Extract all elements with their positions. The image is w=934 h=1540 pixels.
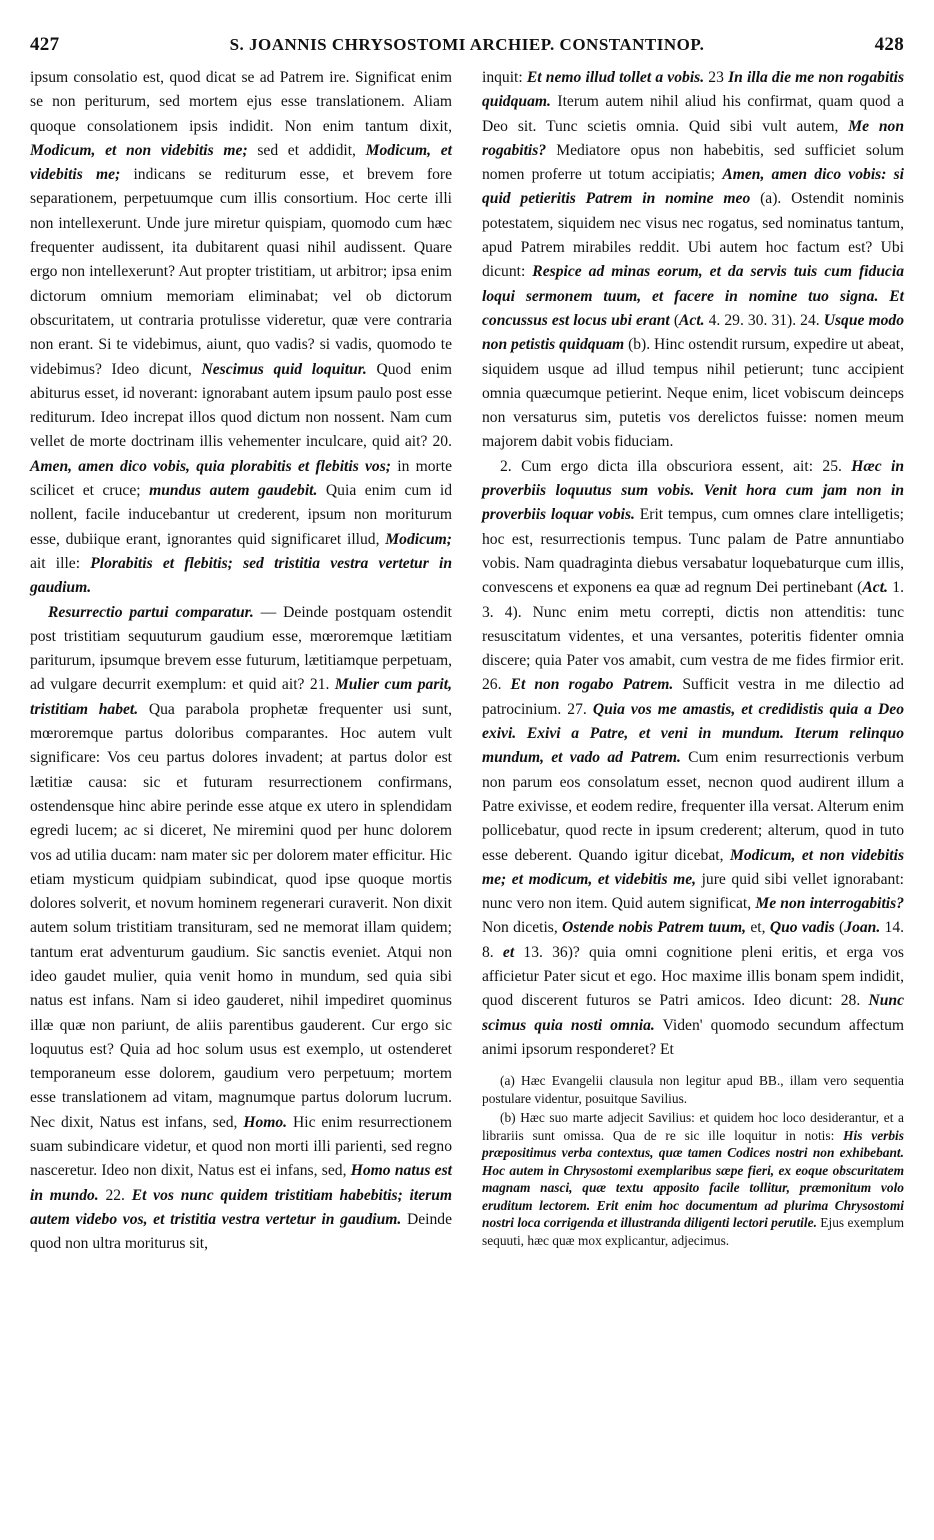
text-run: (a). Ostendit nominis potestatem, siquidem nec visus nec rogatus, sed nominatus tantum, apud Patrem mirabiles reddit. Ubi autem hoc factum est? Ubi dicunt: bbox=[482, 190, 905, 281]
left-column bbox=[30, 66, 452, 1257]
footnote-a bbox=[482, 1072, 904, 1107]
italic-run: Amen, amen dico vobis, quia plorabitis et flebitis vos; bbox=[30, 457, 391, 475]
text-run: Qua parabola prophetæ frequenter usi sunt, mœroremque partus doloribus comparantes. Hoc autem vult significare: Vos ceu partus dolores invadent; at partus dolor est lætitiæ causa: sic et futuram resurrectionem confirmans, ostendensque hinc abire perinde esse atque ex utero in splendidam egredi lucem; ac si diceret, Ne miremini quod per hunc dolorem vos ad utilia ducam: nam mater sic per dolorem mater efficitur. Hic etiam mysticum quidpiam subindicat, quod ipse quoque mortis dolores solverit, et novum hominem regenerari curaverit. Non dixit autem solum tristitiam transituram, sed ne memorat illam quidem; tantum erat adventurum gaudium. Sic sanctis eveniet. Atqui non ideo gaudet mulier, quia venit homo in mundum, sed quia sibi natus est infans. Nam si ideo gauderet, nihil impediret quominus illæ quæ non pariunt, de aliis parentibus gauderent. Cur ergo sic loquutus est? Quia ad hoc solum usus est exemplo, ut ostenderet temporaneum esse dolorem, gaudium vero perpetuum; mortem esse translationem ad vitam, magnumque partus dolorum lucrum. Nec dixit, Natus est infans, sed, bbox=[30, 700, 453, 1131]
italic-run: Act. bbox=[679, 311, 705, 329]
text-run: Cum enim resurrectionis verbum non parum eos consolatum esset, necnon quod audirent illum a Patre exivisse, et eodem redire, frequenter illa versat. Alterum enim pollicebatur, quod recte in ipsum crederent; alterum, quod in tuto esse deberent. Quando igitur dicebat, bbox=[482, 749, 904, 864]
text-run: sed et addidit, bbox=[247, 141, 366, 159]
text-run: (b). Hinc ostendit rursum, expedire ut abeat, siquidem usque ad illud tempus nihil petierunt; tunc accipient omnia quæcumque petierint. Neque enim, licet vobiscum deinceps non versaturus sim, putetis vos derelictos fuisse: nomen meum majorem dabit vobis fiduciam. bbox=[482, 336, 904, 451]
italic-run: Usque modo non petistis quidquam bbox=[482, 311, 905, 354]
text-run: 14. 8. bbox=[482, 919, 905, 961]
italic-run: Nescimus quid loquitur. bbox=[201, 360, 367, 378]
italic-run: In illa die me non rogabitis quidquam. bbox=[482, 69, 905, 111]
text-run: in morte scilicet et cruce; bbox=[30, 457, 452, 500]
text-run: Deinde quod non ultra moriturus sit, bbox=[30, 1210, 453, 1253]
italic-run: Me non interrogabitis? bbox=[755, 895, 905, 913]
text-run: inquit: bbox=[482, 69, 527, 86]
running-title: S. JOANNIS CHRYSOSTOMI ARCHIEP. CONSTANTINOP. bbox=[229, 35, 705, 54]
page-number-right: 428 bbox=[874, 34, 904, 55]
italic-run: Me non rogabitis? bbox=[482, 117, 904, 159]
italic-run: mundus autem gaudebit. bbox=[149, 482, 318, 500]
text-run: Non dicetis, bbox=[482, 919, 563, 937]
text-run: Quod enim abiturus esset, id noverant: ignorabant autem ipsum paulo post esse rediturum. Ideo increpat illos quod dictum non nossent. Nam cum vellet de morte doctrinam illis vehementer inculcare, quid ait? 20. bbox=[30, 360, 452, 451]
italic-run: Act. bbox=[862, 579, 888, 597]
text-run: ( bbox=[834, 919, 845, 937]
italic-run: Hæc in proverbiis loquutus sum vobis. Venit hora cum jam non in proverbiis loquar vobis. bbox=[482, 457, 904, 524]
text-run: Erit tempus, cum omnes clare intelligetis; hoc est, resurrectionis tempus. Tunc palam de Patre annuntiabo vobis. Nam quadraginta diebus versabatur loquebaturque cum illis, convescens et exponens ea quæ ad regnum Dei pertinebant ( bbox=[482, 506, 904, 597]
italic-run: Mulier cum parit, tristitiam habet. bbox=[30, 676, 452, 718]
text-run: 23 bbox=[704, 69, 729, 86]
page-number-left: 427 bbox=[30, 34, 60, 55]
italic-run: Et nemo illud tollet a vobis. bbox=[526, 69, 705, 86]
text-run: Sufficit vestra in me dilectio ad patrocinium. 27. bbox=[482, 676, 905, 718]
paragraph bbox=[482, 66, 904, 455]
footnote-b bbox=[482, 1109, 904, 1249]
italic-run: His verbis præpositimus verba contextus, quæ tamen Codices nostri non exhibebant. Hoc autem in Chrysostomi exemplaribus sæpe fieri, ex eoque obscuritatem magnam nasci, quæ textu apposito facile tollitur, præmonitum volo eruditum lectorem. Erit enim hoc documentum ad plurima Chrysostomi nostri loca corrigenda et illustranda diligenti lectori perutile. bbox=[482, 1127, 904, 1231]
text-run: ait ille: bbox=[30, 554, 91, 572]
italic-run: Modicum, et videbitis me; bbox=[30, 141, 452, 184]
text-run: 22. bbox=[98, 1186, 132, 1204]
italic-run: Quia vos me amastis, et credidistis quia a Deo exivi. Exivi a Patre, et veni in mundum. Iterum relinquo mundum, et vado ad Patrem. bbox=[482, 700, 904, 767]
italic-run: Plorabitis et flebitis; sed tristitia vestra vertetur in gaudium. bbox=[30, 554, 452, 597]
italic-run: Modicum; bbox=[385, 530, 452, 548]
italic-run: Et vos nunc quidem tristitiam habebitis; iterum autem videbo vos, et tristitia vestra vertetur in gaudium. bbox=[30, 1186, 453, 1228]
italic-run: Homo. bbox=[243, 1113, 288, 1131]
italic-run: Modicum, et non videbitis me; et modicum, et videbitis me, bbox=[482, 846, 905, 888]
paragraph bbox=[482, 455, 904, 1062]
text-run: — Deinde postquam ostendit post tristitiam sequuturum gaudium esse, mœroremque lætitiam pariturum, ipsumque brevem esse futurum, lætitiamque perpetuam, ad vulgare decurrit exemplum: et quid ait? 21. bbox=[30, 603, 452, 694]
text-run: 4. 29. 30. 31). 24. bbox=[704, 311, 824, 329]
footnotes bbox=[482, 1072, 904, 1249]
text-run: Hic enim resurrectionem suam subindicare videtur, et quod non morti illi parienti, sed regno nasceretur. Ideo non dixit, Natus est ei infans, sed, bbox=[30, 1113, 452, 1180]
right-column bbox=[482, 66, 904, 1257]
text-run: indicans se rediturum esse, et brevem fore separationem, perpetuumque cum illis consortium. Hoc certe illi non intellexerunt. Unde jure miretur quispiam, quomodo cum hæc frequenter audissent, ita dubitarent quasi nihil audissent. Quare ergo non intellexerunt? Aut propter tristitiam, ut arbitror; ipsa enim dictorum omnium memoriam eliminabat; vel ob dictorum obscuritatem, ut contraria protulisse videretur, quæ vere contraria non erant. Si te videbimus, aiunt, quo vadis? si vadis, quomodo te videbimus? Ideo dicunt, bbox=[30, 166, 452, 378]
text-run: Mediatore opus non habebitis, sed sufficiet solum nomen proferre ut totum accipiatis; bbox=[482, 141, 904, 184]
italic-run: Modicum, et non videbitis me; bbox=[30, 141, 248, 159]
text-run: 1. 3. 4). Nunc enim metu correpti, dictis non attenditis: tunc resuscitatum videntes, et una versantes, poteritis fidenter omnia discere; quia Pater vos amabit, cum vestra de me fides firmior erit. 26. bbox=[482, 579, 905, 694]
text-run: ( bbox=[669, 311, 680, 329]
italic-run: et bbox=[502, 943, 515, 961]
italic-run: Nunc scimus quia nosti omnia. bbox=[482, 992, 904, 1034]
text-run: (a) Hæc Evangelii clausula non legitur apud BB., illam vero sequentia postulare videntur, posuitque Savilius. bbox=[482, 1073, 904, 1106]
text-run: 13. 36)? quia omni cognitione pleni eritis, et erga vos afficietur Pater sicut et ego. Hoc maxime illis bonam spem indidit, quod discerent futuros se Patri amicos. Ideo dicunt: 28. bbox=[482, 943, 905, 1010]
italic-run: Respice ad minas eorum, et da servis tuis cum fiducia loqui sermonem tuum, et facere in nomine tuo signa. Et concussus est locus ubi erant bbox=[482, 263, 904, 329]
paragraph bbox=[30, 601, 452, 1257]
text-run: (b) Hæc suo marte adjecit Savilius: et quidem hoc loco desiderantur, et a librariis sunt omissa. Qua de re sic ille loquitur in notis: bbox=[482, 1110, 904, 1143]
text-run: ipsum consolatio est, quod dicat se ad Patrem ire. Significat enim se non periturum, sed mortem ejus esse translationem. Aliam quoque consolationem ipsis indidit. Non enim tantum dixit, bbox=[30, 69, 452, 135]
text-run: Ejus exemplum sequuti, hæc quæ mox explicantur, adjecimus. bbox=[482, 1215, 904, 1248]
italic-run: Et non rogabo Patrem. bbox=[510, 676, 674, 694]
text-run: 2. Cum ergo dicta illa obscuriora essent, ait: 25. bbox=[500, 457, 852, 475]
italic-run: Resurrectio partui comparatur. bbox=[48, 603, 254, 621]
italic-run: Amen, amen dico vobis: si quid petieritis Patrem in nomine meo bbox=[482, 166, 905, 208]
italic-run: Ostende nobis Patrem tuum, bbox=[562, 919, 747, 937]
text-run: Viden' quomodo secundum affectum animi ipsorum responderet? Et bbox=[482, 1016, 904, 1058]
text-run: et, bbox=[746, 919, 770, 937]
running-header bbox=[30, 34, 904, 62]
text-run: Iterum autem nihil aliud his confirmat, quam quod a Deo sit. Tunc scietis omnia. Quid sibi vult autem, bbox=[482, 93, 904, 135]
text-columns bbox=[30, 66, 904, 1257]
italic-run: Homo natus est in mundo. bbox=[30, 1162, 453, 1204]
text-run: jure quid sibi vellet ignorabant: nunc vero non item. Quid autem significat, bbox=[482, 870, 904, 913]
text-run: Quia enim cum id nollent, facile inducebantur ut crederent, ipsum non moriturum esse, dubiique erant, ignorantes quid significaret illud, bbox=[30, 482, 452, 548]
paragraph bbox=[30, 66, 452, 601]
italic-run: Quo vadis bbox=[769, 919, 835, 937]
italic-run: Joan. bbox=[844, 919, 881, 937]
